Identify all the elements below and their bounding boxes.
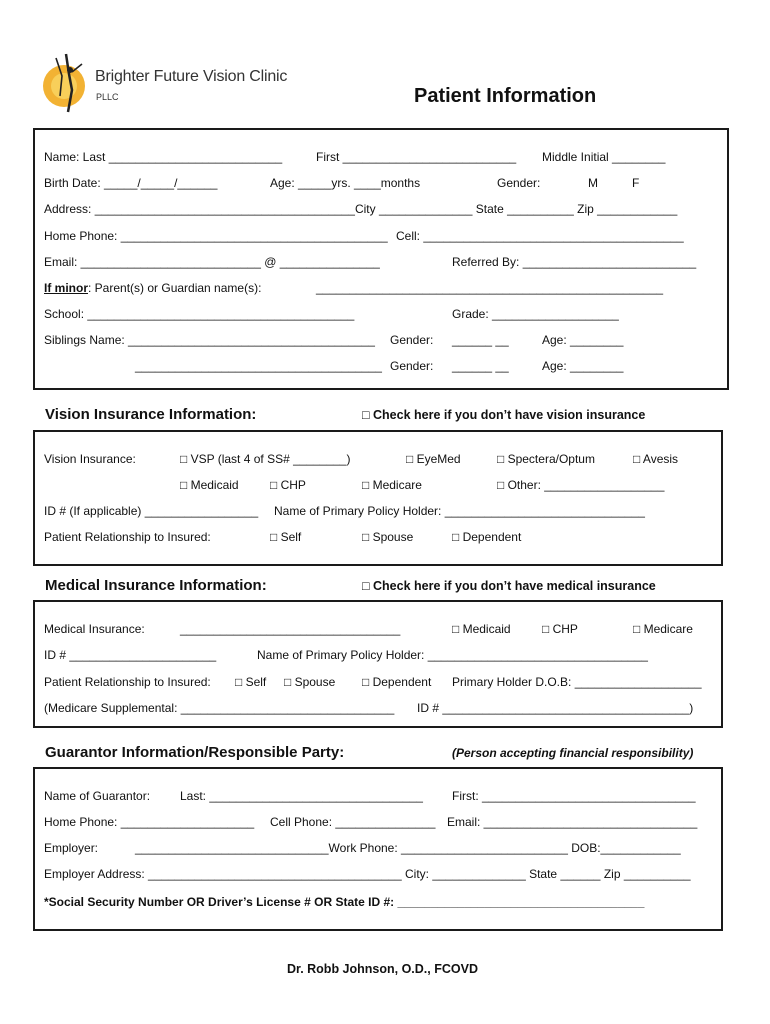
- school-field[interactable]: School: ________________________________________: [44, 307, 355, 321]
- vision-other-checkbox[interactable]: □ Other: __________________: [497, 478, 665, 492]
- grade-field[interactable]: Grade: ___________________: [452, 307, 619, 321]
- vision-dependent-checkbox[interactable]: □ Dependent: [452, 530, 522, 544]
- medical-medicare-checkbox[interactable]: □ Medicare: [633, 622, 693, 636]
- medical-relationship-label: Patient Relationship to Insured:: [44, 675, 211, 689]
- page-title: Patient Information: [414, 85, 597, 107]
- employer-work-dob-field[interactable]: _____________________________Work Phone: _________________________ DOB:____________: [135, 841, 681, 855]
- vision-relationship-label: Patient Relationship to Insured:: [44, 530, 211, 544]
- medicare-supplemental-field[interactable]: (Medicare Supplemental: ________________________________: [44, 701, 395, 715]
- no-medical-insurance-checkbox[interactable]: □ Check here if you don’t have medical insurance: [362, 579, 656, 593]
- address-field[interactable]: Address: _______________________________________City ______________ State __________ Zip ____________: [44, 202, 678, 216]
- guarantor-first-field[interactable]: First: ________________________________: [452, 789, 696, 803]
- medical-policy-holder-field[interactable]: Name of Primary Policy Holder: _________________________________: [257, 648, 648, 662]
- medical-insurance-label: Medical Insurance:: [44, 622, 145, 636]
- guardian-label: [44, 281, 261, 295]
- if-minor-label: If minor: [44, 281, 88, 295]
- vision-policy-holder-field[interactable]: Name of Primary Policy Holder: ______________________________: [274, 504, 645, 518]
- medical-id-field[interactable]: ID # ______________________: [44, 648, 217, 662]
- doctor-signature-line: Dr. Robb Johnson, O.D., FCOVD: [287, 962, 478, 976]
- medical-insurance-field[interactable]: _________________________________: [180, 622, 401, 636]
- avesis-checkbox[interactable]: □ Avesis: [633, 452, 679, 466]
- vsp-checkbox[interactable]: □ VSP (last 4 of SS# ________): [180, 452, 351, 466]
- ssn-license-field[interactable]: *Social Security Number OR Driver’s License # OR State ID #: _____________________________________: [44, 895, 645, 909]
- employer-label: Employer:: [44, 841, 99, 855]
- vision-insurance-label: Vision Insurance:: [44, 452, 136, 466]
- guardian-label-text: : Parent(s) or Guardian name(s):: [88, 281, 262, 295]
- vision-spouse-checkbox[interactable]: □ Spouse: [362, 530, 414, 544]
- no-vision-insurance-checkbox[interactable]: □ Check here if you don’t have vision insurance: [362, 408, 646, 422]
- sibling-gender-field-2[interactable]: ______ __: [452, 359, 509, 373]
- medical-chp-checkbox[interactable]: □ CHP: [542, 622, 578, 636]
- guarantor-cell-phone-field[interactable]: Cell Phone: _______________: [270, 815, 436, 829]
- gender-label: Gender:: [497, 176, 541, 190]
- gender-female-option[interactable]: F: [632, 176, 640, 190]
- birth-date-field[interactable]: Birth Date: _____/_____/______: [44, 176, 218, 190]
- medical-medicaid-checkbox[interactable]: □ Medicaid: [452, 622, 511, 636]
- sibling-name-field-1[interactable]: Siblings Name: _____________________________________: [44, 333, 375, 347]
- name-row-middle[interactable]: Middle Initial ________: [542, 150, 666, 164]
- gender-male-option[interactable]: M: [588, 176, 598, 190]
- primary-holder-dob-field[interactable]: Primary Holder D.O.B: ___________________: [452, 675, 702, 689]
- sibling-gender-field-1[interactable]: ______ __: [452, 333, 509, 347]
- sibling-name-field-2[interactable]: _____________________________________: [135, 359, 382, 373]
- email-field[interactable]: Email: ___________________________ @ _______________: [44, 255, 380, 269]
- clinic-suffix: PLLC: [96, 92, 119, 102]
- medical-spouse-checkbox[interactable]: □ Spouse: [284, 675, 336, 689]
- sibling-age-field-2[interactable]: Age: ________: [542, 359, 624, 373]
- name-row-first[interactable]: First __________________________: [316, 150, 517, 164]
- guarantor-last-field[interactable]: Last: ________________________________: [180, 789, 423, 803]
- age-field[interactable]: Age: _____yrs. ____months: [270, 176, 421, 190]
- guarantor-section-heading: Guarantor Information/Responsible Party:: [45, 744, 345, 761]
- sun-figure-icon: [38, 50, 94, 116]
- referred-by-field[interactable]: Referred By: __________________________: [452, 255, 697, 269]
- vision-medicaid-checkbox[interactable]: □ Medicaid: [180, 478, 239, 492]
- vision-self-checkbox[interactable]: □ Self: [270, 530, 302, 544]
- vision-id-field[interactable]: ID # (If applicable) _________________: [44, 504, 259, 518]
- vision-chp-checkbox[interactable]: □ CHP: [270, 478, 306, 492]
- sibling-gender-label-1: Gender:: [390, 333, 434, 347]
- guarantor-email-field[interactable]: Email: ________________________________: [447, 815, 698, 829]
- vision-medicare-checkbox[interactable]: □ Medicare: [362, 478, 422, 492]
- home-phone-field[interactable]: Home Phone: ________________________________________: [44, 229, 388, 243]
- guarantor-name-label: Name of Guarantor:: [44, 789, 151, 803]
- medicare-supplemental-id-field[interactable]: ID # _____________________________________): [417, 701, 694, 715]
- clinic-logo: [38, 50, 94, 116]
- guarantor-home-phone-field[interactable]: Home Phone: ____________________: [44, 815, 255, 829]
- spectera-checkbox[interactable]: □ Spectera/Optum: [497, 452, 595, 466]
- cell-field[interactable]: Cell: _______________________________________: [396, 229, 684, 243]
- eyemed-checkbox[interactable]: □ EyeMed: [406, 452, 461, 466]
- name-row-last[interactable]: Name: Last __________________________: [44, 150, 283, 164]
- clinic-name: Brighter Future Vision Clinic: [95, 68, 288, 85]
- medical-section-heading: Medical Insurance Information:: [45, 577, 267, 594]
- medical-dependent-checkbox[interactable]: □ Dependent: [362, 675, 432, 689]
- vision-section-box: [33, 430, 723, 566]
- medical-self-checkbox[interactable]: □ Self: [235, 675, 267, 689]
- sibling-age-field-1[interactable]: Age: ________: [542, 333, 624, 347]
- vision-section-heading: Vision Insurance Information:: [45, 406, 257, 423]
- employer-address-field[interactable]: Employer Address: ______________________________________ City: ______________ State ______ Zip __________: [44, 867, 691, 881]
- guardian-name-field[interactable]: ____________________________________________________: [316, 281, 664, 295]
- guarantor-note: (Person accepting financial responsibility): [452, 746, 694, 760]
- sibling-gender-label-2: Gender:: [390, 359, 434, 373]
